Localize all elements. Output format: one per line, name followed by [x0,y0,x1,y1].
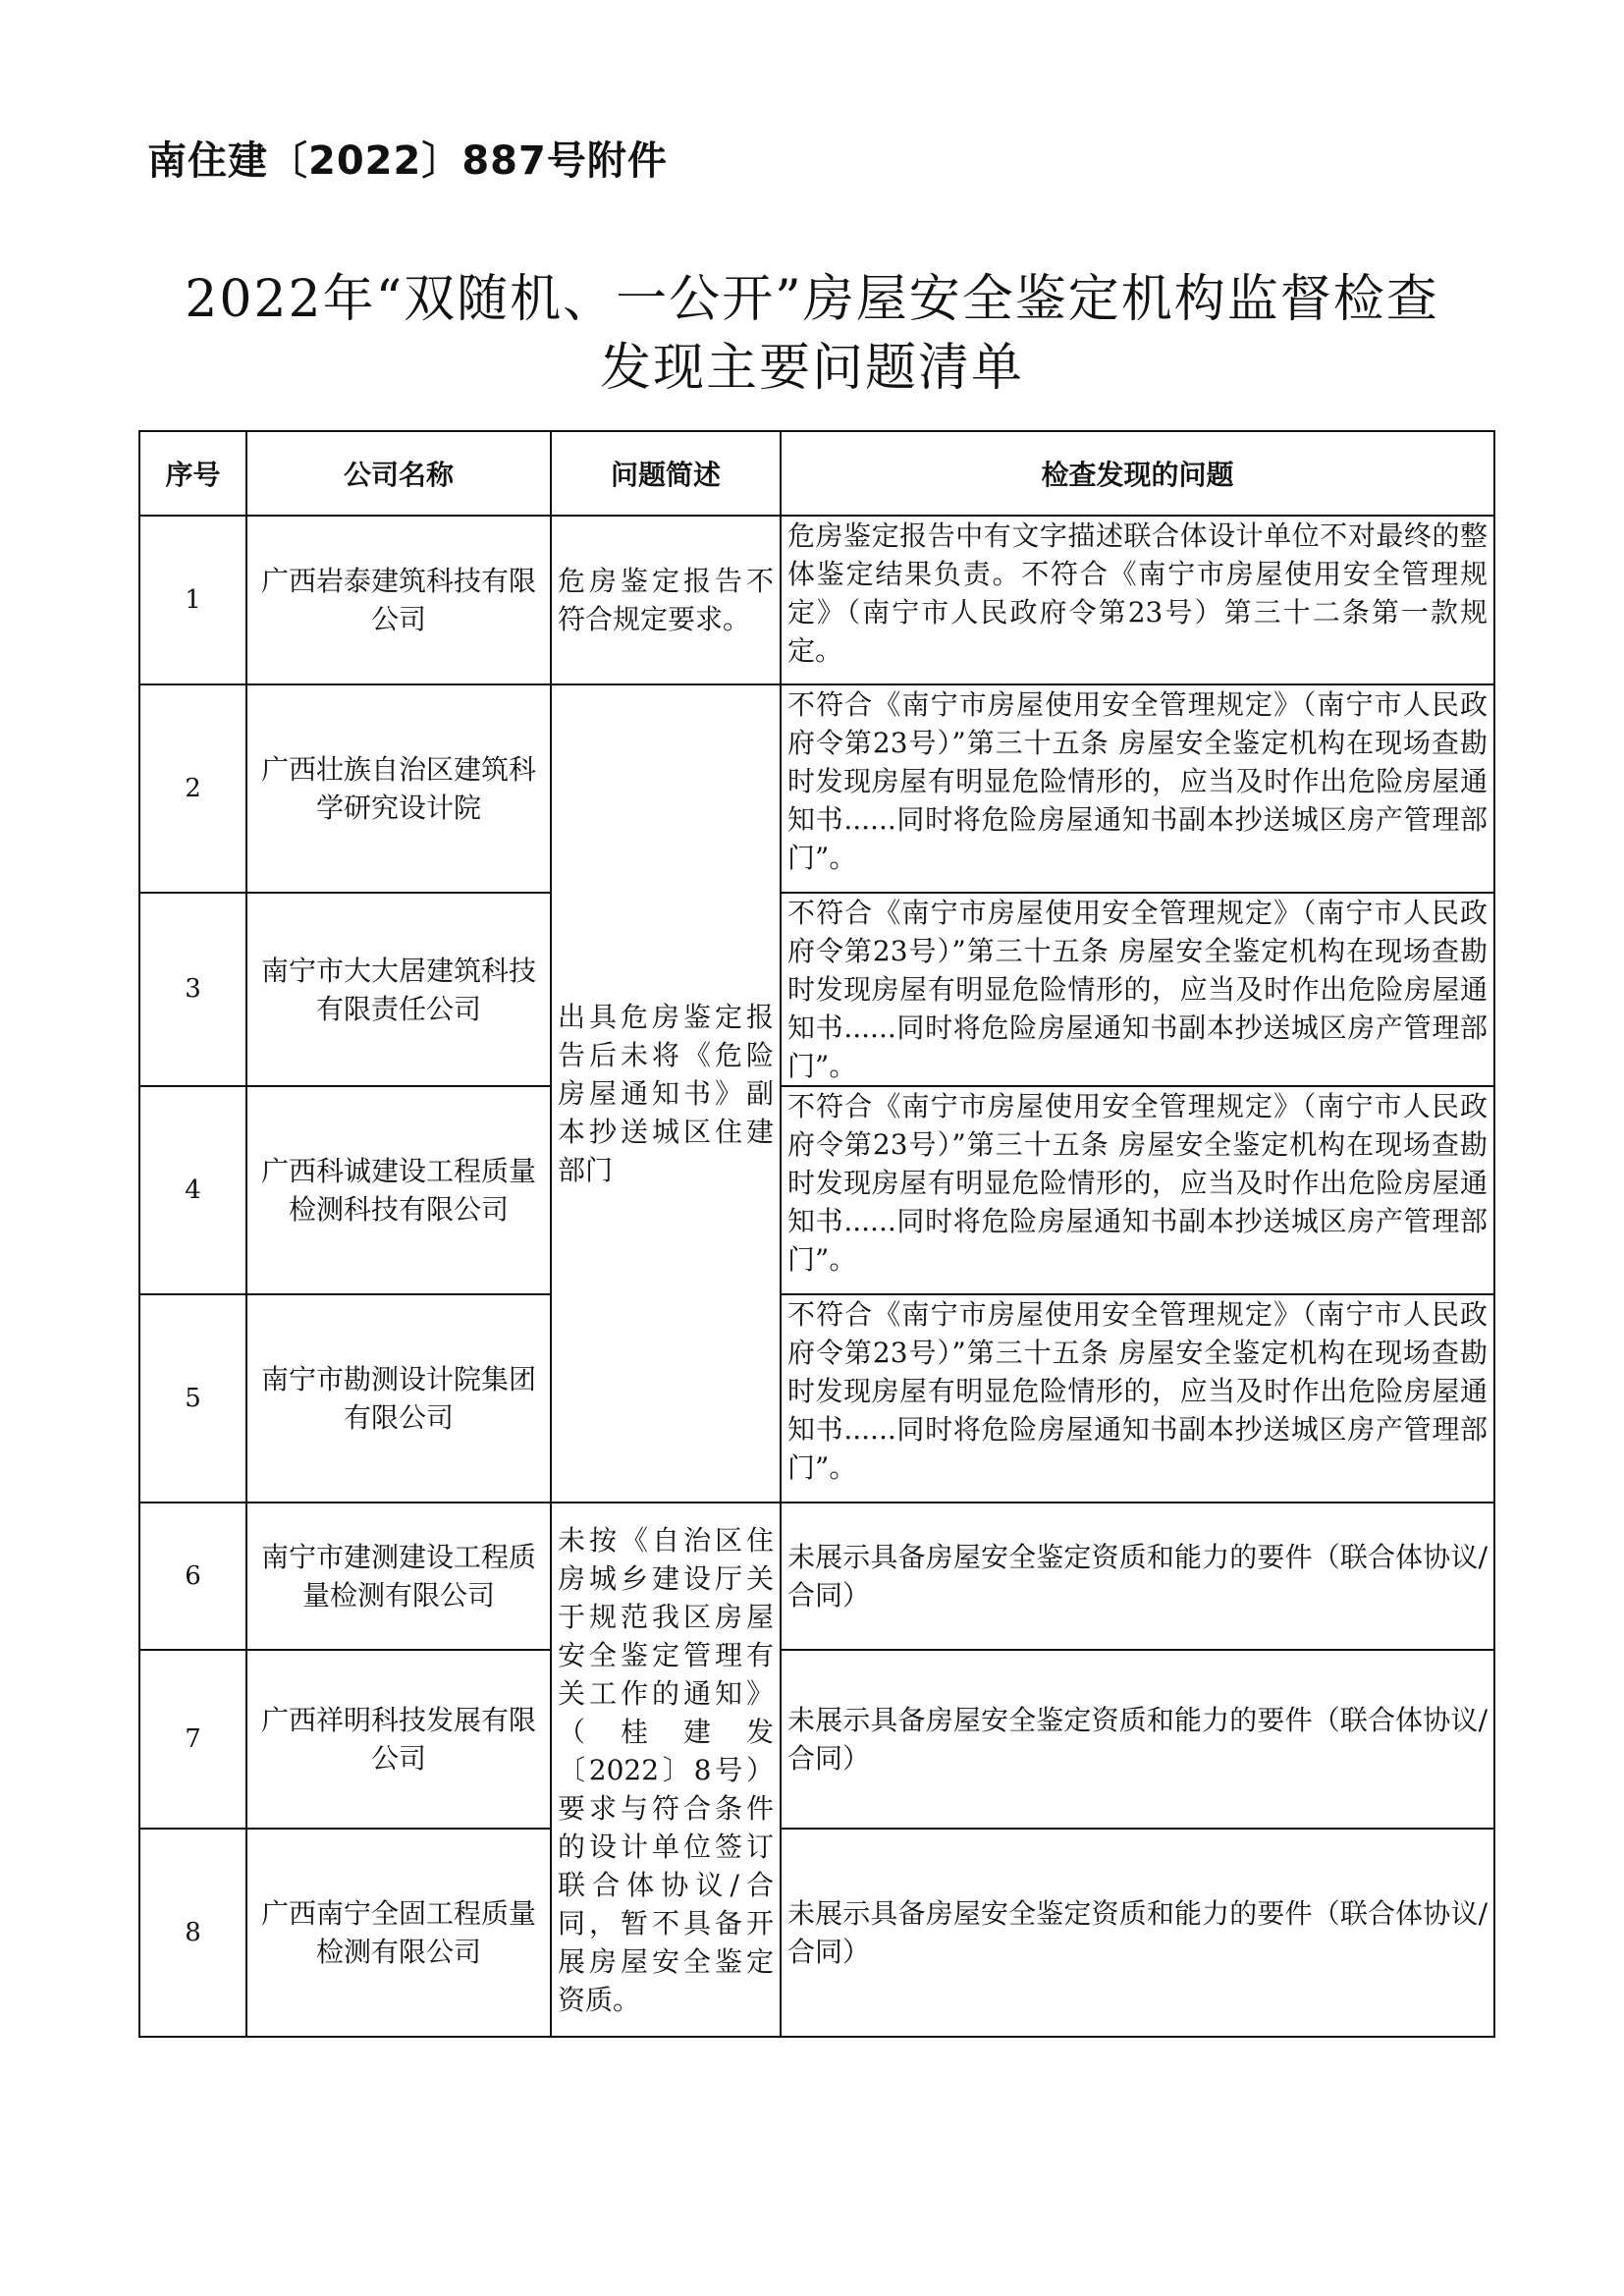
document-title-line2: 发现主要问题清单 [599,339,1024,398]
issue-brief: 未按《自治区住房城乡建设厅关于规范我区房屋安全鉴定管理有关工作的通知》（桂建发〔2022〕8号）要求与符合条件的设计单位签订联合体协议/合同，暂不具备开展房屋安全鉴定资质。 [551,1503,781,2037]
company-name: 广西岩泰建筑科技有限公司 [246,516,551,684]
company-name: 广西壮族自治区建筑科学研究设计院 [246,684,551,893]
column-header-detail: 检查发现的问题 [781,431,1494,516]
column-header-brief: 问题简述 [551,431,781,516]
issue-detail: 未展示具备房屋安全鉴定资质和能力的要件（联合体协议/合同） [781,1829,1494,2037]
table-row [139,893,1494,1086]
table-row [139,516,1494,684]
company-name: 广西科诚建设工程质量检测科技有限公司 [246,1086,551,1294]
row-seq: 6 [139,1503,246,1650]
row-seq: 5 [139,1294,246,1503]
document-reference: 南住建〔2022〕887号附件 [147,138,668,184]
issue-detail: 未展示具备房屋安全鉴定资质和能力的要件（联合体协议/合同） [781,1503,1494,1650]
issue-detail: 危房鉴定报告中有文字描述联合体设计单位不对最终的整体鉴定结果负责。不符合《南宁市房屋使用安全管理规定》（南宁市人民政府令第23号）第三十二条第一款规定。 [781,516,1494,684]
row-seq: 7 [139,1650,246,1829]
document-title-line1: 2022年“双随机、一公开”房屋安全鉴定机构监督检查 [185,270,1439,329]
table-row [139,1294,1494,1503]
company-name: 南宁市勘测设计院集团有限公司 [246,1294,551,1503]
issue-brief: 出具危房鉴定报告后未将《危险房屋通知书》副本抄送城区住建部门 [551,684,781,1503]
company-name: 南宁市大大居建筑科技有限责任公司 [246,893,551,1086]
column-header-seq: 序号 [139,431,246,516]
issue-detail: 不符合《南宁市房屋使用安全管理规定》（南宁市人民政府令第23号）”第三十五条 房屋安全鉴定机构在现场查勘时发现房屋有明显危险情形的，应当及时作出危险房屋通知书......同时将危险房屋通知书副本抄送城区房产管理部门”。 [781,1086,1494,1294]
table-row [139,684,1494,893]
table-row [139,1829,1494,2037]
company-name: 南宁市建测建设工程质量检测有限公司 [246,1503,551,1650]
company-name: 广西祥明科技发展有限公司 [246,1650,551,1829]
issues-table [138,430,1495,2038]
issue-detail: 不符合《南宁市房屋使用安全管理规定》（南宁市人民政府令第23号）”第三十五条 房屋安全鉴定机构在现场查勘时发现房屋有明显危险情形的，应当及时作出危险房屋通知书......同时将危险房屋通知书副本抄送城区房产管理部门”。 [781,1294,1494,1503]
company-name: 广西南宁全固工程质量检测有限公司 [246,1829,551,2037]
row-seq: 4 [139,1086,246,1294]
row-seq: 3 [139,893,246,1086]
issue-detail: 不符合《南宁市房屋使用安全管理规定》（南宁市人民政府令第23号）”第三十五条 房屋安全鉴定机构在现场查勘时发现房屋有明显危险情形的，应当及时作出危险房屋通知书......同时将危险房屋通知书副本抄送城区房产管理部门”。 [781,893,1494,1086]
issue-detail: 未展示具备房屋安全鉴定资质和能力的要件（联合体协议/合同） [781,1650,1494,1829]
table-row [139,1503,1494,1650]
issue-detail: 不符合《南宁市房屋使用安全管理规定》（南宁市人民政府令第23号）”第三十五条 房屋安全鉴定机构在现场查勘时发现房屋有明显危险情形的，应当及时作出危险房屋通知书......同时将危险房屋通知书副本抄送城区房产管理部门”。 [781,684,1494,893]
table-row [139,1086,1494,1294]
table-header-row [139,431,1494,516]
issue-brief: 危房鉴定报告不符合规定要求。 [551,516,781,684]
row-seq: 8 [139,1829,246,2037]
row-seq: 2 [139,684,246,893]
row-seq: 1 [139,516,246,684]
column-header-company: 公司名称 [246,431,551,516]
table-row [139,1650,1494,1829]
